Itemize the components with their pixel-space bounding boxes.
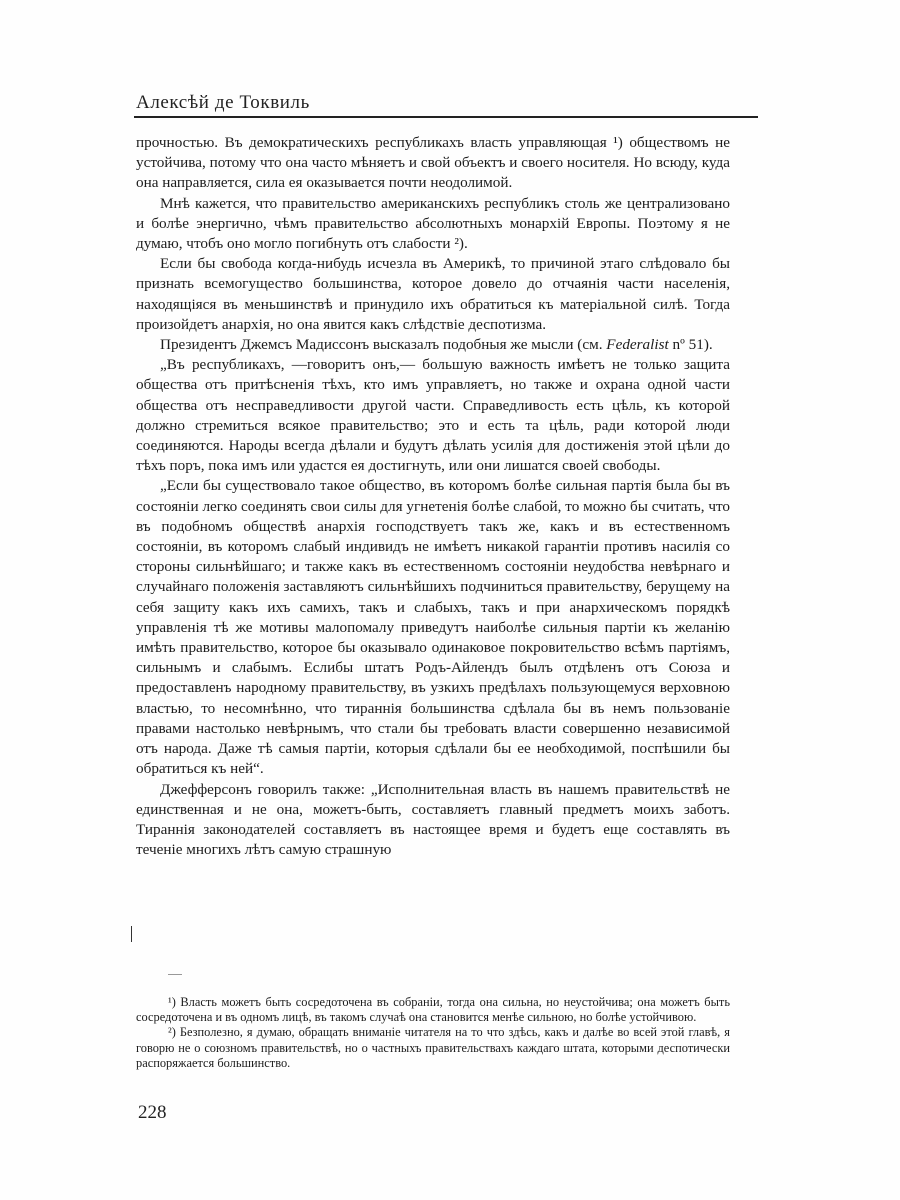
footnote-1: ¹) Власть можетъ быть сосредоточена въ собраніи, тогда она сильна, но неустойчива; она можетъ быть сосредоточена и въ одномъ лицѣ, въ такомъ случаѣ она становится менѣе сильною, но болѣе устойчивою. (136, 995, 730, 1025)
paragraph-7: Джефферсонъ говорилъ также: „Исполнительная власть въ нашемъ правительствѣ не единственная и не она, можетъ-быть, составляетъ главный предметъ моихъ заботъ. Тираннія законодателей составляетъ въ настоящее время и будетъ еще составлять въ теченіе многихъ лѣтъ самую страшную (136, 780, 730, 859)
running-head: Алексѣй де Токвиль (136, 92, 310, 113)
paragraph-4-text: Президентъ Джемсъ Мадиссонъ высказалъ подобныя же мысли (см. (160, 336, 603, 354)
paragraph-3: Если бы свобода когда-нибудь исчезла въ Америкѣ, то причиной этаго слѣдовало бы признать всемогущество большинства, которое довело до отчаянія части населенія, находящіяся въ меньшинствѣ и принудило ихъ обратиться къ матеріальной силѣ. Тогда произойдетъ анархія, но она явится какъ слѣдствіе деспотизма. (136, 255, 730, 333)
footnote-separator (168, 974, 182, 975)
paragraph-6: „Если бы существовало такое общество, въ которомъ болѣе сильная партія была бы въ состояніи легко соединять свои силы для угнетенія болѣе слабой, то можно бы считать, что въ подобномъ обществѣ анархія господствуетъ такъ же, какъ и въ естественномъ состояніи, въ которомъ слабый индивидъ не имѣетъ никакой гарантіи противъ насилія со стороны сильнѣйшаго; и также какъ въ естественномъ состояніи неудобства невѣрнаго и случайнаго положенія заставляютъ сильнѣйшихъ подчиниться правительству, берущему на себя защиту какъ ихъ самихъ, такъ и слабыхъ, такъ и при анархическомъ порядкѣ управленія тѣ же мотивы малопомалу приведутъ наиболѣе сильныя партіи къ желанію имѣть правительство, которое бы оказывало одинаковое покровительство всѣмъ партіямъ, сильнымъ и слабымъ. Еслибы штатъ Родъ-Айлендъ былъ отдѣленъ отъ Союза и предоставленъ народному правительству, въ узкихъ предѣлахъ пользующемуся верховною властью, то несомнѣнно, что тираннія большинства сдѣлала бы въ немъ пользованіе правами настолько невѣрнымъ, что стали бы требовать власти совершенно независимой отъ народа. Даже тѣ самыя партіи, которыя сдѣлали бы ее необходимой, поспѣшили бы обратиться къ ней“. (136, 477, 730, 778)
paragraph-5: „Въ республикахъ, —говоритъ онъ,— большую важность имѣетъ не только защита общества отъ притѣсненія тѣхъ, кто имъ управляетъ, но также и охрана одной части общества отъ несправедливости другой части. Справедливость есть цѣль, къ которой должно стремиться всякое правительство; это и есть та цѣль, ради которой люди соединяются. Народы всегда дѣлали и будутъ дѣлать усилія для достиженія этой цѣли до тѣхъ поръ, пока имъ или удастся ея достигнуть, или они лишатся своей свободы. (136, 356, 730, 475)
paragraph-1: прочностью. Въ демократическихъ республикахъ власть управляющая ¹) обществомъ не устойчива, потому что она часто мѣняетъ и свой объектъ и своего носителя. Но всюду, куда она направляется, сила ея оказывается почти неодолимой. (136, 134, 730, 192)
paragraph-4 (136, 335, 730, 355)
paragraph-2: Мнѣ кажется, что правительство американскихъ республикъ столь же централизовано и болѣе энергично, чѣмъ правительство абсолютныхъ монархій Европы. Поэтому я не думаю, чтобъ оно могло погибнуть отъ слабости ²). (136, 194, 730, 253)
footnote-2: ²) Безполезно, я думаю, обращать вниманіе читателя на то что здѣсь, какъ и далѣе во всей этой главѣ, я говорю не о союзномъ правительствѣ, но о частныхъ правительствахъ каждаго штата, которыми деспотически распоряжается большинство. (136, 1025, 730, 1070)
federalist-citation: Federalist (606, 336, 669, 354)
paragraph-4-tail: nº 51). (668, 336, 713, 354)
footnotes (136, 995, 730, 1071)
margin-mark (131, 926, 132, 942)
header-rule (134, 116, 758, 118)
page-number: 228 (138, 1102, 167, 1123)
body-text (136, 133, 730, 860)
